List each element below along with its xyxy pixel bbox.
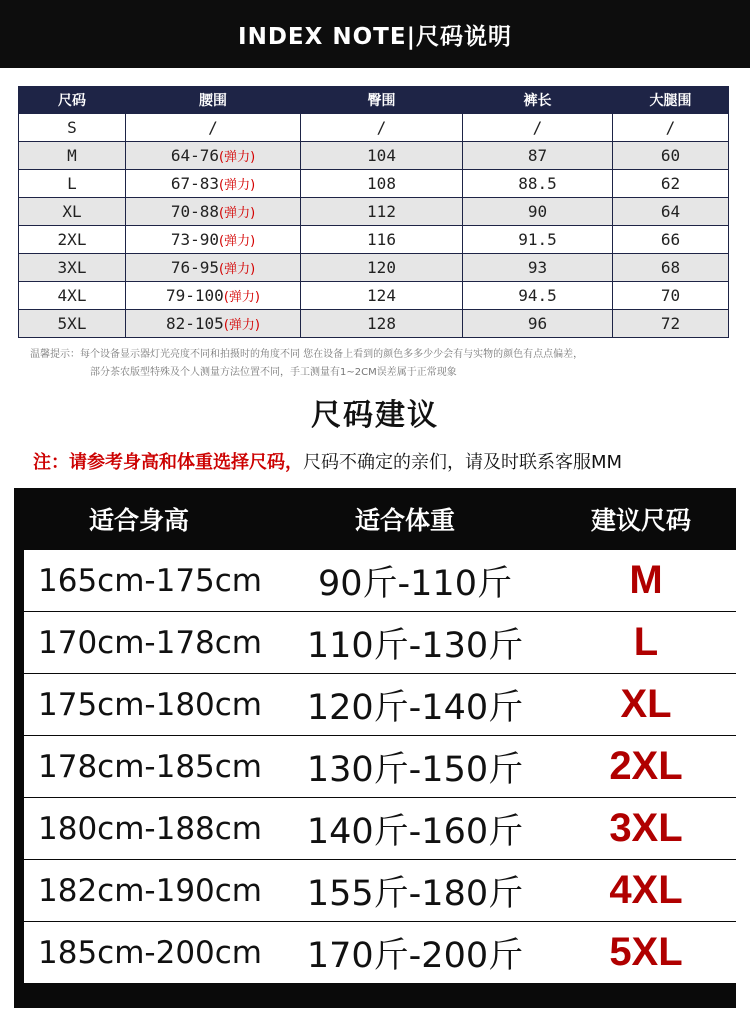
column-header-length: 裤长 bbox=[463, 87, 613, 114]
elastic-label: (弹力) bbox=[219, 206, 256, 221]
size-cell: M bbox=[19, 142, 126, 170]
waist-cell bbox=[126, 310, 301, 338]
elastic-label: (弹力) bbox=[223, 290, 260, 305]
length-cell: 94.5 bbox=[463, 282, 613, 310]
recommend-header-row bbox=[14, 488, 736, 550]
thigh-cell: 60 bbox=[613, 142, 729, 170]
waist-value: 82-105 bbox=[166, 314, 224, 333]
column-header-weight: 适合体重 bbox=[354, 506, 455, 535]
weight-cell: 155斤-180斤 bbox=[306, 873, 524, 914]
height-cell: 182cm-190cm bbox=[38, 872, 263, 909]
waist-value: 70-88 bbox=[170, 202, 219, 221]
height-cell: 175cm-180cm bbox=[38, 686, 263, 723]
size-cell: XL bbox=[19, 198, 126, 226]
size-chart-table bbox=[18, 86, 729, 338]
thigh-cell: 64 bbox=[613, 198, 729, 226]
waist-value: 67-83 bbox=[170, 174, 219, 193]
hip-cell: 128 bbox=[301, 310, 463, 338]
height-cell: 180cm-188cm bbox=[38, 810, 263, 847]
thigh-cell: 68 bbox=[613, 254, 729, 282]
table-row bbox=[19, 170, 729, 198]
column-header-thigh: 大腿围 bbox=[613, 87, 729, 114]
table-row bbox=[19, 282, 729, 310]
size-cell: 2XL bbox=[19, 226, 126, 254]
length-cell: 96 bbox=[463, 310, 613, 338]
recommend-note bbox=[33, 448, 622, 474]
recommend-row bbox=[24, 612, 736, 673]
waist-cell bbox=[126, 170, 301, 198]
waist-cell bbox=[126, 282, 301, 310]
size-cell: 4XL bbox=[19, 282, 126, 310]
suggested-size-cell: XL bbox=[620, 682, 672, 726]
weight-cell: 170斤-200斤 bbox=[306, 935, 524, 976]
thigh-cell: / bbox=[613, 114, 729, 142]
length-cell: 93 bbox=[463, 254, 613, 282]
waist-cell bbox=[126, 142, 301, 170]
size-chart-body bbox=[19, 114, 729, 338]
waist-value: 73-90 bbox=[170, 230, 219, 249]
height-cell: 165cm-175cm bbox=[38, 562, 263, 599]
elastic-label: (弹力) bbox=[219, 150, 256, 165]
length-cell: 88.5 bbox=[463, 170, 613, 198]
weight-cell: 130斤-150斤 bbox=[306, 749, 524, 790]
hip-cell: 104 bbox=[301, 142, 463, 170]
size-cell: L bbox=[19, 170, 126, 198]
weight-cell: 120斤-140斤 bbox=[306, 687, 524, 728]
hip-cell: 124 bbox=[301, 282, 463, 310]
measurement-tip bbox=[30, 346, 730, 382]
tip-line-2: 部分茶农版型特殊及个人测量方法位置不同，手工测量有1~2CM误差属于正常现象 bbox=[90, 367, 457, 378]
size-cell: 5XL bbox=[19, 310, 126, 338]
table-row bbox=[19, 114, 729, 142]
suggested-size-cell: L bbox=[633, 620, 659, 664]
recommend-table bbox=[14, 488, 736, 1008]
note-red-text: 注：请参考身高和体重选择尺码， bbox=[33, 452, 303, 473]
hip-cell: / bbox=[301, 114, 463, 142]
column-header-hip: 臀围 bbox=[301, 87, 463, 114]
waist-cell bbox=[126, 226, 301, 254]
recommend-row bbox=[24, 674, 736, 735]
recommend-title: 尺码建议 bbox=[311, 398, 439, 433]
column-header-size: 尺码 bbox=[19, 87, 126, 114]
weight-cell: 90斤-110斤 bbox=[318, 563, 512, 604]
weight-cell: 140斤-160斤 bbox=[306, 811, 524, 852]
length-cell: 91.5 bbox=[463, 226, 613, 254]
size-cell: S bbox=[19, 114, 126, 142]
header-title: INDEX NOTE|尺码说明 bbox=[238, 23, 512, 50]
thigh-cell: 66 bbox=[613, 226, 729, 254]
table-row bbox=[19, 142, 729, 170]
waist-cell bbox=[126, 254, 301, 282]
height-cell: 170cm-178cm bbox=[38, 624, 263, 661]
waist-value: 79-100 bbox=[166, 286, 224, 305]
recommend-body bbox=[14, 550, 736, 983]
waist-value: 76-95 bbox=[170, 258, 219, 277]
thigh-cell: 70 bbox=[613, 282, 729, 310]
thigh-cell: 62 bbox=[613, 170, 729, 198]
thigh-cell: 72 bbox=[613, 310, 729, 338]
waist-value: / bbox=[208, 118, 218, 137]
length-cell: 90 bbox=[463, 198, 613, 226]
waist-cell bbox=[126, 198, 301, 226]
table-row bbox=[19, 310, 729, 338]
column-header-height: 适合身高 bbox=[88, 506, 189, 535]
suggested-size-cell: 3XL bbox=[609, 806, 683, 850]
elastic-label: (弹力) bbox=[219, 178, 256, 193]
hip-cell: 120 bbox=[301, 254, 463, 282]
note-black-text: 尺码不确定的亲们，请及时联系客服MM bbox=[303, 452, 623, 473]
height-cell: 178cm-185cm bbox=[38, 748, 263, 785]
table-row bbox=[19, 198, 729, 226]
table-row bbox=[19, 226, 729, 254]
suggested-size-cell: M bbox=[629, 558, 663, 602]
recommend-row bbox=[24, 736, 736, 797]
recommend-row bbox=[24, 798, 736, 859]
table-row bbox=[19, 254, 729, 282]
column-header-waist: 腰围 bbox=[126, 87, 301, 114]
elastic-label: (弹力) bbox=[219, 234, 256, 249]
page-header bbox=[0, 0, 750, 68]
height-cell: 185cm-200cm bbox=[38, 934, 263, 971]
hip-cell: 116 bbox=[301, 226, 463, 254]
elastic-label: (弹力) bbox=[223, 318, 260, 333]
recommend-row bbox=[24, 550, 736, 611]
weight-cell: 110斤-130斤 bbox=[306, 625, 524, 666]
waist-cell bbox=[126, 114, 301, 142]
tip-line-1: 温馨提示：每个设备显示器灯光亮度不同和拍摄时的角度不同 您在设备上看到的颜色多多少少会有与实物的颜色有点点偏差， bbox=[30, 349, 584, 360]
length-cell: 87 bbox=[463, 142, 613, 170]
suggested-size-cell: 4XL bbox=[609, 868, 683, 912]
elastic-label: (弹力) bbox=[219, 262, 256, 277]
recommend-row bbox=[24, 860, 736, 921]
recommend-row bbox=[24, 922, 736, 983]
hip-cell: 108 bbox=[301, 170, 463, 198]
length-cell: / bbox=[463, 114, 613, 142]
suggested-size-cell: 2XL bbox=[609, 744, 683, 788]
waist-value: 64-76 bbox=[170, 146, 219, 165]
column-header-suggested-size: 建议尺码 bbox=[590, 506, 691, 535]
suggested-size-cell: 5XL bbox=[609, 930, 683, 974]
size-chart-header-row bbox=[19, 87, 729, 114]
hip-cell: 112 bbox=[301, 198, 463, 226]
size-cell: 3XL bbox=[19, 254, 126, 282]
